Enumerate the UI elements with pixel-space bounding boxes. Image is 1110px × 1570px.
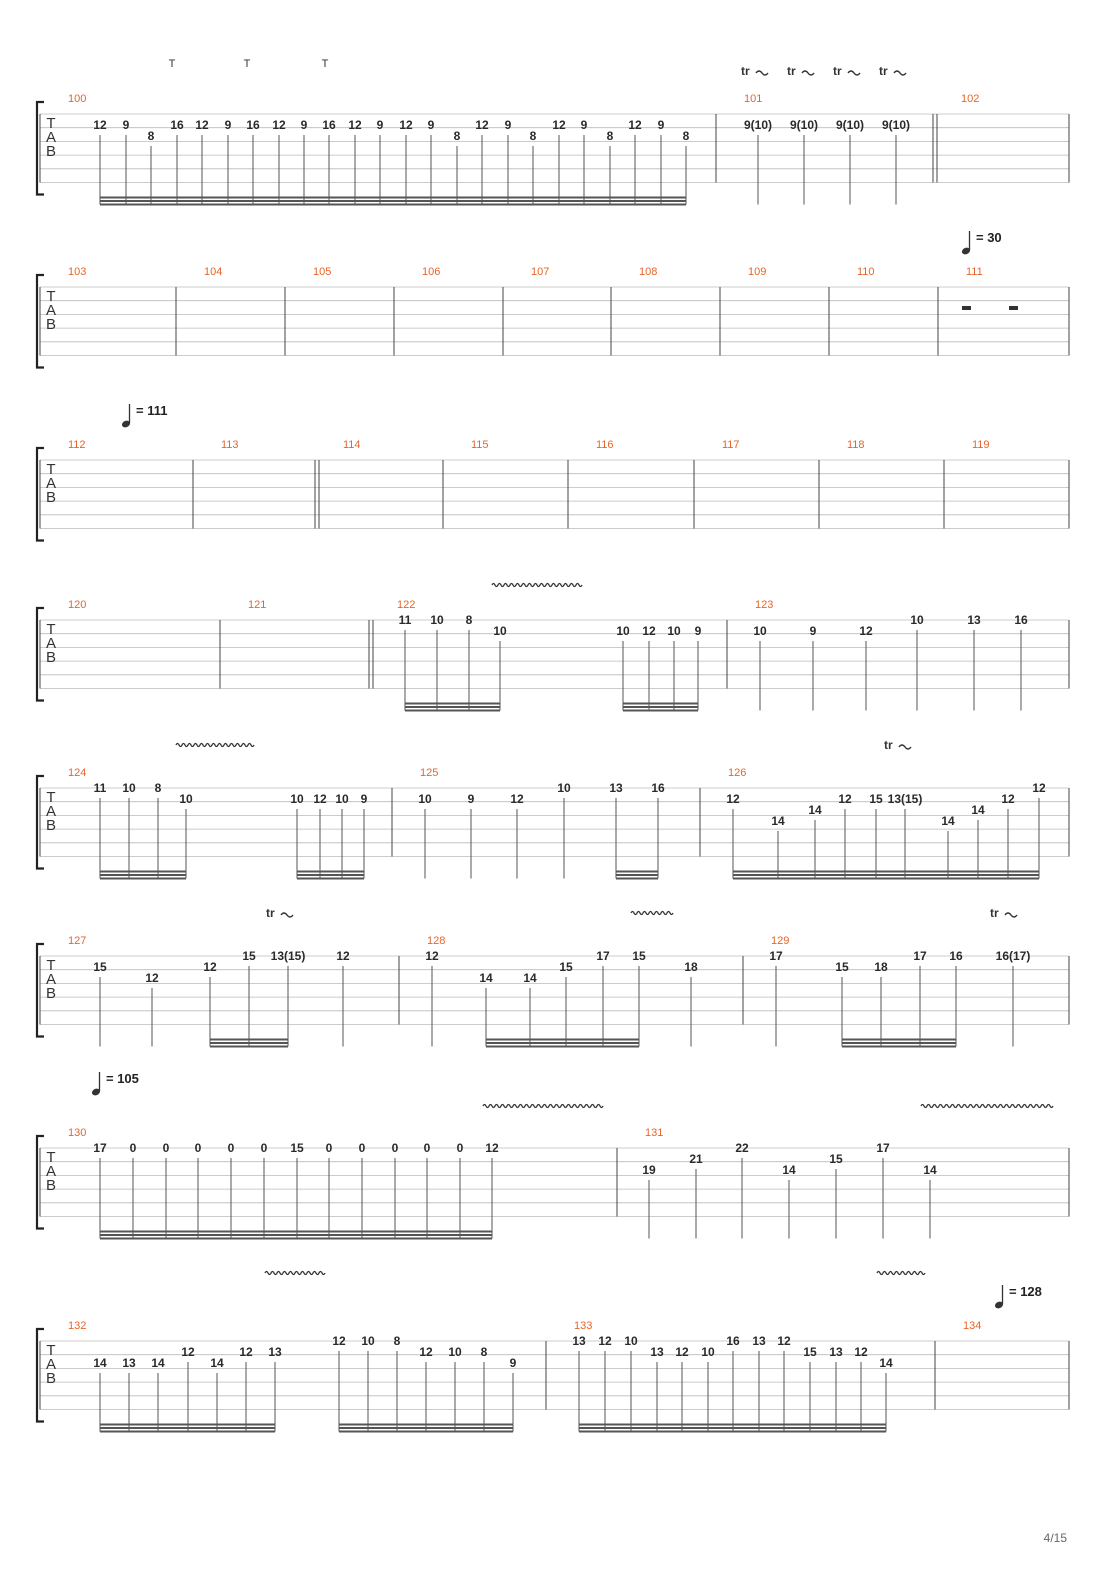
fret-number: 22 [735,1141,749,1155]
fret-number: 10 [290,792,304,806]
trill-mark: tr [879,64,888,78]
fret-number: 9(10) [881,118,911,132]
fret-number: 12 [598,1334,612,1348]
fret-number: 12 [203,960,217,974]
tap-mark: T [321,58,329,70]
fret-number: 10 [361,1334,375,1348]
fret-number: 9 [467,792,475,806]
fret-number: 8 [529,129,537,143]
fret-number: 21 [689,1152,703,1166]
fret-number: 12 [838,792,852,806]
tab-clef-letter: B [45,985,57,1002]
tab-clef-letter: T [46,957,56,974]
fret-number: 10 [624,1334,638,1348]
tab-clef-letter: A [45,803,57,820]
measure-number: 107 [531,266,550,278]
fret-number: 8 [147,129,155,143]
fret-number: 0 [227,1141,235,1155]
fret-number: 14 [782,1163,796,1177]
fret-number: 9 [224,118,232,132]
measure-number: 123 [755,599,774,611]
fret-number: 15 [242,949,256,963]
fret-number: 12 [675,1345,689,1359]
tempo-marking [121,404,131,429]
tab-clef-letter: T [46,1342,56,1359]
measure-number: 118 [847,439,865,451]
fret-number: 14 [771,814,785,828]
tab-clef-letter: B [45,1370,57,1387]
fret-number: 14 [210,1356,224,1370]
fret-number: 13 [572,1334,586,1348]
tempo-marking [91,1072,101,1097]
tab-clef-letter: T [46,461,56,478]
trill-wave [894,71,906,75]
fret-number: 12 [419,1345,433,1359]
measure-number: 133 [574,1320,593,1332]
tab-clef-letter: T [46,1149,56,1166]
measure-number: 130 [68,1127,87,1139]
fret-number: 12 [239,1345,253,1359]
fret-number: 10 [430,613,444,627]
fret-number: 10 [667,624,681,638]
fret-number: 9 [122,118,130,132]
fret-number: 9 [427,118,435,132]
fret-number: 9(10) [789,118,819,132]
tab-clef-letter: B [45,649,57,666]
tab-clef-letter: T [46,621,56,638]
fret-number: 16 [726,1334,740,1348]
staff-system [37,448,1069,541]
fret-number: 8 [682,129,690,143]
fret-number: 12 [777,1334,791,1348]
fret-number: 15 [869,792,883,806]
measure-number: 132 [68,1320,87,1332]
tab-clef-letter: B [45,316,57,333]
measure-number: 100 [68,93,87,105]
fret-number: 12 [510,792,524,806]
fret-number: 16 [246,118,260,132]
fret-number: 14 [523,971,537,985]
fret-number: 12 [399,118,413,132]
fret-number: 12 [485,1141,499,1155]
fret-number: 15 [835,960,849,974]
fret-number: 9 [504,118,512,132]
measure-number: 111 [966,266,983,278]
measure-number: 115 [471,439,489,451]
measure-number: 125 [420,767,439,779]
fret-number: 16 [651,781,665,795]
fret-number: 15 [93,960,107,974]
tab-clef-letter: B [45,143,57,160]
staff-system [37,71,1069,205]
tap-mark: T [243,58,251,70]
measure-number: 129 [771,935,790,947]
measure-number: 134 [963,1320,982,1332]
fret-number: 12 [854,1345,868,1359]
measure-number: 105 [313,266,332,278]
tab-clef-letter: B [45,1177,57,1194]
fret-number: 10 [616,624,630,638]
fret-number: 9 [809,624,817,638]
fret-number: 10 [448,1345,462,1359]
fret-number: 12 [628,118,642,132]
measure-number: 126 [728,767,747,779]
fret-number: 13 [650,1345,664,1359]
fret-number: 13 [967,613,981,627]
fret-number: 12 [642,624,656,638]
fret-number: 17 [876,1141,890,1155]
fret-number: 10 [557,781,571,795]
fret-number: 9 [694,624,702,638]
fret-number: 12 [336,949,350,963]
vibrato-mark [176,744,254,747]
fret-number: 14 [879,1356,893,1370]
half-rest [1009,306,1018,310]
fret-number: 12 [313,792,327,806]
fret-number: 12 [726,792,740,806]
fret-number: 13(15) [270,949,306,963]
trill-wave [756,71,768,75]
fret-number: 10 [418,792,432,806]
measure-number: 112 [68,439,86,451]
trill-wave [848,71,860,75]
tab-clef-letter: T [46,789,56,806]
tab-clef-letter: A [45,635,57,652]
fret-number: 13 [609,781,623,795]
fret-number: 12 [272,118,286,132]
tempo-marking [994,1285,1004,1310]
fret-number: 14 [941,814,955,828]
measure-number: 106 [422,266,441,278]
fret-number: 10 [122,781,136,795]
fret-number: 0 [194,1141,202,1155]
fret-number: 19 [642,1163,656,1177]
fret-number: 13 [752,1334,766,1348]
fret-number: 9(10) [743,118,773,132]
fret-number: 9 [300,118,308,132]
fret-number: 9 [580,118,588,132]
fret-number: 17 [769,949,783,963]
fret-number: 15 [632,949,646,963]
fret-number: 0 [129,1141,137,1155]
measure-number: 128 [427,935,446,947]
fret-number: 10 [910,613,924,627]
measure-number: 108 [639,266,658,278]
measure-number: 113 [221,439,239,451]
fret-number: 13 [122,1356,136,1370]
tempo-label: = 105 [106,1071,139,1086]
fret-number: 14 [971,803,985,817]
trill-wave [899,745,911,749]
tab-clef-letter: B [45,489,57,506]
measure-number: 119 [972,439,990,451]
fret-number: 12 [348,118,362,132]
tempo-label: = 30 [976,230,1002,245]
fret-number: 0 [391,1141,399,1155]
tap-mark: T [168,58,176,70]
fret-number: 14 [808,803,822,817]
fret-number: 9 [360,792,368,806]
tab-clef-letter: A [45,971,57,988]
tab-clef-letter: A [45,475,57,492]
half-rest [962,306,971,310]
measure-number: 109 [748,266,767,278]
measure-number: 127 [68,935,87,947]
tab-clef-letter: T [46,288,56,305]
fret-number: 13(15) [887,792,923,806]
trill-mark: tr [741,64,750,78]
fret-number: 12 [332,1334,346,1348]
fret-number: 17 [596,949,610,963]
staff-system [37,584,1069,711]
fret-number: 0 [260,1141,268,1155]
fret-number: 10 [335,792,349,806]
fret-number: 13 [268,1345,282,1359]
fret-number: 8 [393,1334,401,1348]
fret-number: 15 [829,1152,843,1166]
measure-number: 102 [961,93,980,105]
fret-number: 10 [753,624,767,638]
fret-number: 0 [358,1141,366,1155]
tab-clef-letter: B [45,817,57,834]
fret-number: 17 [93,1141,107,1155]
vibrato-mark [921,1105,1053,1108]
fret-number: 10 [493,624,507,638]
fret-number: 14 [479,971,493,985]
measure-number: 121 [248,599,267,611]
vibrato-mark [877,1272,925,1275]
tempo-label: = 111 [136,403,168,418]
fret-number: 13 [829,1345,843,1359]
fret-number: 11 [93,781,107,795]
fret-number: 8 [453,129,461,143]
measure-number: 110 [857,266,875,278]
fret-number: 12 [195,118,209,132]
fret-number: 0 [325,1141,333,1155]
fret-number: 12 [181,1345,195,1359]
fret-number: 0 [456,1141,464,1155]
measure-number: 104 [204,266,223,278]
trill-mark: tr [787,64,796,78]
staff-system [37,912,1069,1047]
fret-number: 10 [701,1345,715,1359]
fret-number: 8 [480,1345,488,1359]
measure-number: 131 [645,1127,664,1139]
trill-mark: tr [266,906,275,920]
tempo-marking [961,231,971,256]
measure-number: 114 [343,439,361,451]
measure-number: 116 [596,439,614,451]
fret-number: 14 [93,1356,107,1370]
fret-number: 12 [145,971,159,985]
measure-number: 101 [744,93,763,105]
trill-wave [802,71,814,75]
fret-number: 14 [151,1356,165,1370]
trill-wave [281,913,293,917]
fret-number: 0 [423,1141,431,1155]
fret-number: 9 [509,1356,517,1370]
measure-number: 124 [68,767,87,779]
fret-number: 16 [170,118,184,132]
fret-number: 12 [93,118,107,132]
fret-number: 10 [179,792,193,806]
trill-mark: tr [884,738,893,752]
fret-number: 14 [923,1163,937,1177]
fret-number: 9 [657,118,665,132]
vibrato-mark [492,584,582,587]
fret-number: 15 [290,1141,304,1155]
measure-number: 122 [397,599,416,611]
fret-number: 12 [425,949,439,963]
fret-number: 12 [552,118,566,132]
fret-number: 12 [859,624,873,638]
measure-number: 117 [722,439,740,451]
fret-number: 8 [154,781,162,795]
measure-number: 103 [68,266,87,278]
fret-number: 12 [475,118,489,132]
fret-number: 9 [376,118,384,132]
fret-number: 17 [913,949,927,963]
fret-number: 16 [322,118,336,132]
vibrato-mark [631,912,673,915]
staff-system [37,1105,1069,1239]
staff-system [37,744,1069,879]
page-number: 4/15 [1043,1531,1067,1545]
fret-number: 16 [1014,613,1028,627]
fret-number: 18 [684,960,698,974]
fret-number: 8 [465,613,473,627]
fret-number: 16 [949,949,963,963]
fret-number: 9(10) [835,118,865,132]
fret-number: 15 [559,960,573,974]
tab-clef-letter: A [45,302,57,319]
tempo-label: = 128 [1009,1284,1042,1299]
fret-number: 12 [1001,792,1015,806]
vibrato-mark [265,1272,325,1275]
trill-mark: tr [833,64,842,78]
tab-clef-letter: T [46,115,56,132]
trill-wave [1005,913,1017,917]
staff-system [37,275,1069,368]
fret-number: 15 [803,1345,817,1359]
fret-number: 16(17) [995,949,1031,963]
fret-number: 0 [162,1141,170,1155]
measure-number: 120 [68,599,87,611]
fret-number: 8 [606,129,614,143]
fret-number: 18 [874,960,888,974]
tab-clef-letter: A [45,129,57,146]
fret-number: 11 [398,613,412,627]
fret-number: 12 [1032,781,1046,795]
tab-clef-letter: A [45,1163,57,1180]
tab-clef-letter: A [45,1356,57,1373]
trill-mark: tr [990,906,999,920]
vibrato-mark [483,1105,603,1108]
